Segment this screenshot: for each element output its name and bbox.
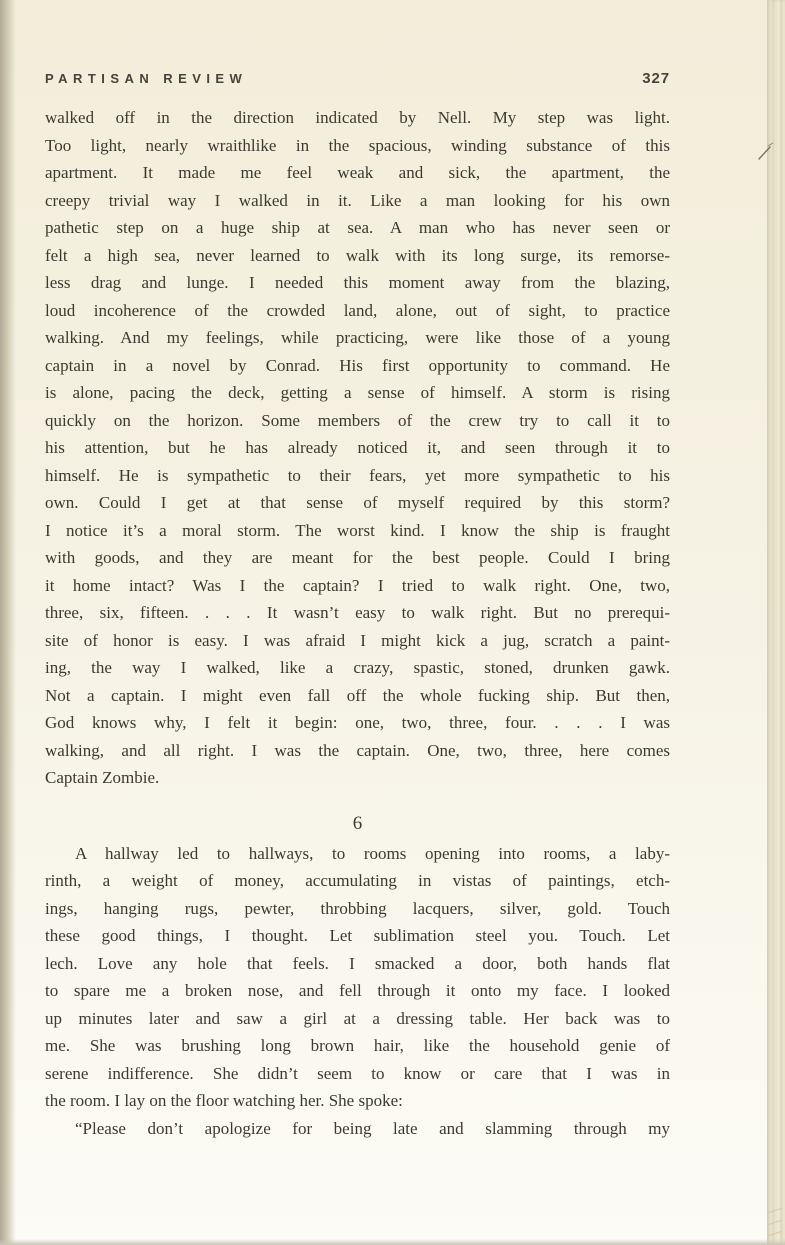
text-line: it home intact? Was I the captain? I tried to walk right. One, two, [45, 575, 670, 595]
text-line: captain in a novel by Conrad. His first opportunity to command. He [45, 355, 670, 375]
text-line: quickly on the horizon. Some members of the crew try to call it to [45, 410, 670, 430]
text-line: walking, and all right. I was the captain. One, two, three, here comes [45, 740, 670, 760]
running-header [45, 70, 670, 86]
paragraph-continuation [45, 104, 670, 792]
text-line: less drag and lunge. I needed this moment away from the blazing, [45, 273, 670, 292]
text-line: serene indifference. She didn’t seem to know or care that I was in [45, 1063, 670, 1083]
text-line: felt a high sea, never learned to walk with its long surge, its remorse- [45, 245, 670, 265]
text-line: Captain Zombie. [45, 768, 160, 787]
body-text [45, 104, 670, 1142]
text-line: own. Could I get at that sense of myself required by this storm? [45, 493, 670, 512]
section-heading: 6 [352, 812, 363, 834]
text-line: his attention, but he has already noticed it, and seen through it to [45, 438, 670, 457]
text-line: “Please don’t apologize for being late and slamming through my [75, 1118, 670, 1138]
text-line: Too light, nearly wraithlike in the spacious, winding substance of this [45, 135, 670, 155]
text-line: site of honor is easy. I was afraid I might kick a jug, scratch a paint- [45, 630, 670, 650]
text-line: God knows why, I felt it begin: one, two, three, four. . . . I was [45, 713, 670, 732]
page-number: 327 [642, 70, 670, 87]
text-line: ings, hanging rugs, pewter, throbbing lacquers, silver, gold. Touch [45, 898, 670, 918]
paragraph-section-6 [45, 840, 670, 1115]
text-line: rinth, a weight of money, accumulating in vistas of paintings, etch- [45, 871, 670, 890]
page-edge-right-stack [767, 0, 785, 1245]
text-line: me. She was brushing long brown hair, like the household genie of [45, 1036, 670, 1055]
text-line: himself. He is sympathetic to their fears, yet more sympathetic to his [45, 465, 670, 485]
text-line: creepy trivial way I walked in it. Like a man looking for his own [45, 190, 670, 210]
text-line: three, six, fifteen. . . . It wasn’t easy to walk right. But no prerequi- [45, 603, 670, 622]
printed-page-content [45, 70, 670, 1142]
text-line: to spare me a broken nose, and fell through it onto my face. I looked [45, 981, 670, 1000]
text-line: apartment. It made me feel weak and sick, the apartment, the [45, 163, 670, 182]
text-line: these good things, I thought. Let sublimation steel you. Touch. Let [45, 926, 670, 945]
text-line: Not a captain. I might even fall off the whole fucking ship. But then, [45, 685, 670, 705]
page-edge-bottom-shadow [0, 1239, 785, 1245]
text-line: lech. Love any hole that feels. I smacked a door, both hands flat [45, 953, 670, 973]
pen-scratch-mark [757, 139, 783, 163]
text-line: walked off in the direction indicated by Nell. My step was light. [45, 108, 670, 127]
text-line: ing, the way I walked, like a crazy, spastic, stoned, drunken gawk. [45, 658, 670, 677]
paragraph-dialogue [45, 1115, 670, 1143]
text-line: up minutes later and saw a girl at a dressing table. Her back was to [45, 1008, 670, 1028]
text-line: pathetic step on a huge ship at sea. A man who has never seen or [45, 218, 670, 237]
text-line: I notice it’s a moral storm. The worst kind. I know the ship is fraught [45, 520, 670, 540]
text-line: loud incoherence of the crowded land, alone, out of sight, to practice [45, 300, 670, 320]
text-line: with goods, and they are meant for the best people. Could I bring [45, 548, 670, 567]
text-line: walking. And my feelings, while practicing, were like those of a young [45, 328, 670, 347]
journal-title: PARTISAN REVIEW [45, 71, 248, 86]
page-edge-left-shadow [0, 0, 16, 1245]
text-line: is alone, pacing the deck, getting a sense of himself. A storm is rising [45, 383, 670, 402]
text-line: the room. I lay on the floor watching her. She spoke: [45, 1091, 403, 1110]
text-line: A hallway led to hallways, to rooms opening into rooms, a laby- [75, 843, 670, 863]
